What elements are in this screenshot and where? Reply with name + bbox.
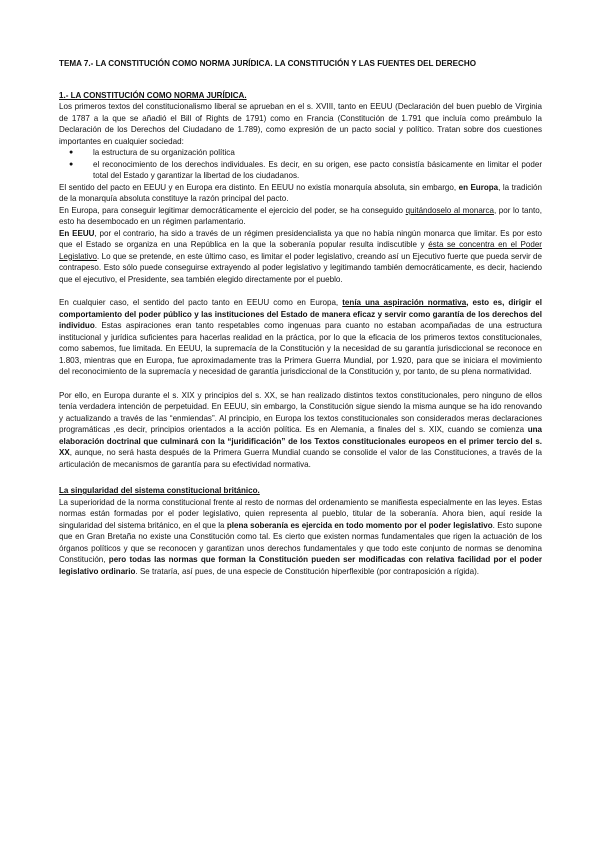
underlined-text: ésta se concentra en el Poder Legislativo [59, 240, 542, 261]
bold-text: pero todas las normas que forman la Constitución pueden ser modificadas con relativa facilidad por el poder legislativo ordinario [59, 555, 542, 576]
section-heading-constitucion-norma-juridica: 1.- LA CONSTITUCIÓN COMO NORMA JURÍDICA. [59, 90, 247, 100]
paragraph-europa: En Europa, para conseguir legitimar democráticamente el ejercicio del poder, se ha conseguido quitándoselo al monarca, por lo tanto, esto ha desembocado en un régimen parlamentario. [59, 205, 542, 226]
underlined-text: quitándoselo al monarca [405, 205, 494, 215]
bold-text: en Europa [458, 182, 499, 192]
paragraph-aspiracion-normativa: En cualquier caso, el sentido del pacto tanto en EEUU como en Europa, tenía una aspiración normativa, esto es, dirigir el comportamiento del poder público y las instituciones del Estado de manera eficaz y servir como garantía de los derechos del individuo. Estas aspiraciones eran tanto respetables como ingenuas para cuanto no estaban acompañadas de una estructura institucional y jurídica suficientes para hacerlas realidad en la práctica, por lo que la eficacia de los primeros textos constitucionales, como sabemos, fue limitada. En EEUU, la supremacía de la Constitución y la necesidad de su garantía jurisdiccional se reconoce en 1.803, mientras que en Europa, fue aproximadamente tras la Primera Guerra Mundial, por 1.920, para que se iniciara el movimiento del reconocimiento de la supremacía y necesidad de garantía jurisdiccional de la Constitución y, por tanto, de su plena normatividad. [59, 298, 542, 376]
bold-text: plena soberanía es ejercida en todo momento por el poder legislativo [226, 520, 493, 530]
paragraph-superioridad: La superioridad de la norma constitucional frente al resto de normas del ordenamiento se manifiesta especialmente en las leyes. Estas normas están formadas por el poder legislativo, quien representa al pueblo, titular de la soberanía. Ahora bien, aquí reside la singularidad del sistema británico, en el que la plena soberanía es ejercida en todo momento por el poder legislativo. Esto supone que en Gran Bretaña no existe una Constitución como tal. Es cierto que existen normas fundamentales que rigen la actuación de los órganos políticos y que se reconocen y garantizan unos derechos fundamentales y que todo este conjunto de normas se denomina Constitución, pero todas las normas que forman la Constitución pueden ser modificadas con relativa facilidad por el poder legislativo ordinario. Se trataría, así pues, de una especie de Constitución hiperflexible (por contraposición a rígida). [59, 497, 542, 576]
underlined-text: tenía una aspiración normativa [342, 298, 467, 307]
list-item: ● la estructura de su organización política [93, 147, 542, 159]
document-title: TEMA 7.- LA CONSTITUCIÓN COMO NORMA JURÍDICA. LA CONSTITUCIÓN Y LAS FUENTES DEL DERECHO [59, 59, 476, 68]
paragraph-europa-s-xix: Por ello, en Europa durante el s. XIX y principios del s. XX, se han realizado distintos textos constitucionales, pero ninguno de ellos tenía verdadera intención de perpetuidad. En EEUU, sin embargo, la Constitución sigue siendo la misma aunque se ha ido renovando y actualizando a través de las “enmiendas”. Al principio, en Europa los textos constitucionales son considerados meras declaraciones programáticas ,es decir, principios orientados a la acción política. Es en Alemania, a finales del s. XIX, cuando se comienza una elaboración doctrinal que culminará con la “juridificación” de los Textos constitucionales europeos en el primer tercio del s. XX, aunque, no será hasta después de la Primera Guerra Mundial cuando se consolide el valor de las Constituciones, a través de la articulación de mecanismos de garantía para su efectividad normativa. [59, 390, 542, 469]
list-item: ● el reconocimiento de los derechos individuales. Es decir, en su origen, ese pacto consistía básicamente en limitar el poder total del Estado y garantizar la libertad de los ciudadanos. [93, 159, 542, 182]
bullet-list [59, 147, 542, 182]
section-heading-sistema-britanico: La singularidad del sistema constitucional británico. [59, 486, 260, 495]
paragraph-eeuu: En EEUU, por el contrario, ha sido a través de un régimen presidencialista ya que no había ningún monarca que limitar. Es por esto que el Estado se organiza en una República en la que la soberanía popular resulta indiscutible y ésta se concentra en el Poder Legislativo. Lo que se pretende, en este último caso, es limitar el poder legislativo, creando así un Ejecutivo fuerte que pueda servir de contrapeso. Esto sólo puede conseguirse extrayendo al poder legislativo y legitimando también democráticamente, es decir, haciendo que el ejecutivo, el Presidente, sea también elegido directamente por el pueblo. [59, 228, 542, 284]
bold-text [342, 298, 466, 307]
bold-text: En EEUU [59, 228, 95, 238]
bold-text: una elaboración doctrinal que culminará con la “juridificación” de los Textos constitucionales europeos en el primer tercio del s. XX [59, 425, 542, 457]
document-page [59, 58, 542, 577]
paragraph-sentido-pacto: El sentido del pacto en EEUU y en Europa era distinto. En EEUU no existía monarquía absoluta, sin embargo, en Europa, la tradición de la monarquía absoluta constituye la razón principal del pacto. [59, 182, 542, 203]
paragraph-intro: Los primeros textos del constitucionalismo liberal se aprueban en el s. XVIII, tanto en EEUU (Declaración del buen pueblo de Virginia de 1787 a la que se añadió el Bill of Rights de 1791) como en Francia (Constitución de 1.791 que incluía como preámbulo la Declaración de los Derechos del Ciudadano de 1.789), como expresión de un pacto social y político. Tratan sobre dos cuestiones importantes en cualquier sociedad: [59, 102, 542, 146]
bold-text: , esto es, dirigir el comportamiento del poder público y las instituciones del Estado de manera eficaz y servir como garantía de los derechos del individuo [59, 298, 542, 330]
